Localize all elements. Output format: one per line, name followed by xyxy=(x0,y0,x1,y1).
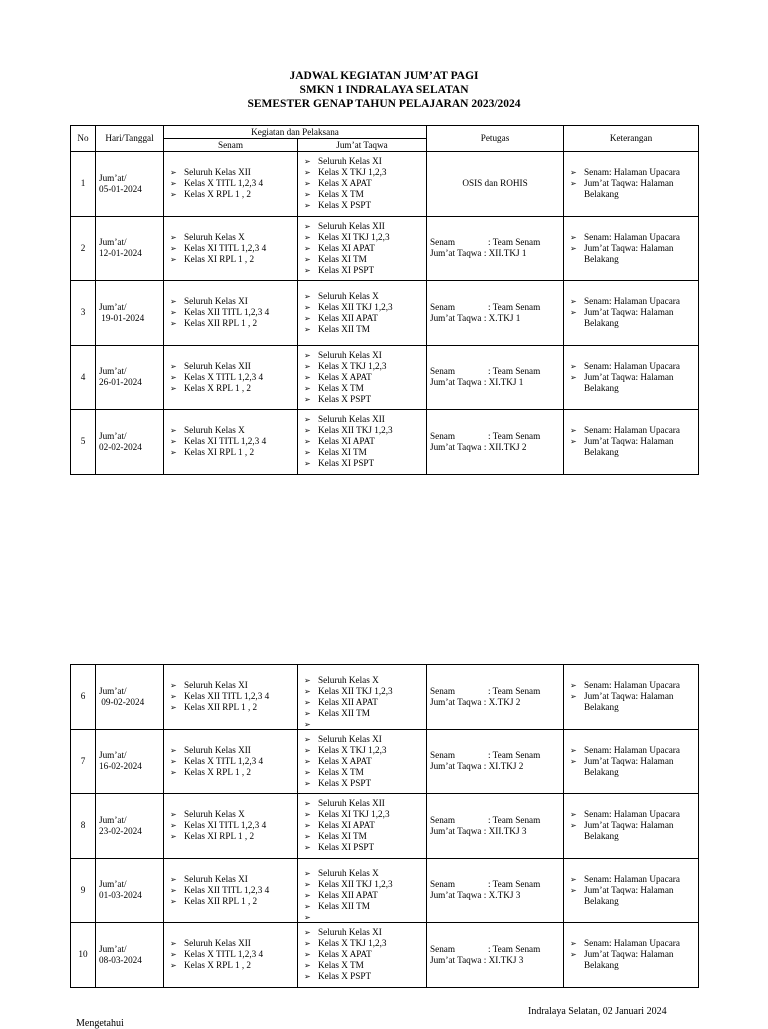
table-row xyxy=(71,923,699,988)
list-item: ➢ Kelas X TKJ 1,2,3 xyxy=(301,745,423,756)
list-item: ➢ Seluruh Kelas XII xyxy=(301,414,423,425)
row-date: 26-01-2024 xyxy=(99,377,142,388)
row-date-cell xyxy=(96,665,164,730)
taqwa-list xyxy=(301,414,423,469)
petugas-taqwa-value: : XII.TKJ 2 xyxy=(483,441,527,452)
petugas-senam-value: : Team Senam xyxy=(488,879,541,890)
row-senam-cell xyxy=(164,729,298,794)
taqwa-list xyxy=(301,291,423,335)
keterangan-list xyxy=(567,680,695,713)
row-taqwa-cell xyxy=(298,281,427,346)
petugas-senam-line xyxy=(430,815,560,826)
row-petugas-cell xyxy=(427,858,564,923)
petugas-taqwa-line xyxy=(430,313,560,324)
row-no: 3 xyxy=(71,281,96,346)
list-item: ➢ Kelas XII TM xyxy=(301,324,423,335)
petugas-senam-line xyxy=(430,944,560,955)
row-senam-cell xyxy=(164,410,298,475)
petugas-senam-value: : Team Senam xyxy=(488,685,541,696)
doc-school: SMKN 1 INDRALAYA SELATAN xyxy=(299,84,469,96)
list-item: ➢ Kelas X TM xyxy=(301,383,423,394)
list-item: ➢ Kelas XII RPL 1 , 2 xyxy=(167,702,294,713)
row-petugas-cell xyxy=(427,923,564,988)
list-item: ➢ Seluruh Kelas XII xyxy=(167,167,294,178)
petugas-text: OSIS dan ROHIS xyxy=(462,178,528,189)
list-item: ➢ Kelas X APAT xyxy=(301,756,423,767)
keterangan-senam: ➢ Senam: Halaman Upacara xyxy=(567,745,695,756)
row-no: 7 xyxy=(71,729,96,794)
row-date-cell xyxy=(96,281,164,346)
row-taqwa-cell xyxy=(298,152,427,217)
row-senam-cell xyxy=(164,665,298,730)
petugas-taqwa-label: Jum’at Taqwa xyxy=(430,761,482,772)
petugas-senam-value: : Team Senam xyxy=(488,430,541,441)
list-item: ➢ Kelas XI PSPT xyxy=(301,458,423,469)
list-item: ➢ Kelas XII APAT xyxy=(301,313,423,324)
row-no: 4 xyxy=(71,345,96,410)
footer-date: Indralaya Selatan, 02 Januari 2024 xyxy=(528,1006,667,1017)
list-item: ➢ Seluruh Kelas XI xyxy=(301,927,423,938)
senam-list xyxy=(167,680,294,713)
row-date: 12-01-2024 xyxy=(99,248,142,259)
list-item: ➢ Kelas XII RPL 1 , 2 xyxy=(167,318,294,329)
list-item: ➢ Kelas X PSPT xyxy=(301,200,423,211)
list-item: ➢ Kelas X TM xyxy=(301,767,423,778)
list-item: ➢ Kelas XII TITL 1,2,3 4 xyxy=(167,691,294,702)
row-taqwa-cell xyxy=(298,794,427,859)
keterangan-list xyxy=(567,809,695,842)
list-item: ➢ Seluruh Kelas X xyxy=(167,232,294,243)
keterangan-taqwa: ➢ Jum’at Taqwa: Halaman Belakang xyxy=(567,178,695,200)
row-day: Jum’at/ xyxy=(99,685,127,696)
petugas-senam-line xyxy=(430,431,560,442)
row-petugas-cell xyxy=(427,729,564,794)
row-day: Jum’at/ xyxy=(99,172,127,183)
keterangan-list xyxy=(567,296,695,329)
taqwa-list xyxy=(301,868,423,912)
row-day: Jum’at/ xyxy=(99,943,127,954)
list-item: ➢ Kelas X RPL 1 , 2 xyxy=(167,960,294,971)
list-item: ➢ Kelas XI TITL 1,2,3 4 xyxy=(167,820,294,831)
senam-list xyxy=(167,745,294,778)
list-item: ➢ Kelas X TM xyxy=(301,189,423,200)
list-item: ➢ Kelas X APAT xyxy=(301,372,423,383)
list-item: ➢ Kelas XI TITL 1,2,3 4 xyxy=(167,243,294,254)
table-row xyxy=(71,729,699,794)
list-item: ➢ Seluruh Kelas XII xyxy=(167,361,294,372)
row-date: 05-01-2024 xyxy=(99,183,142,194)
list-item: ➢ Seluruh Kelas X xyxy=(167,809,294,820)
petugas-taqwa-line xyxy=(430,697,560,708)
row-no: 9 xyxy=(71,858,96,923)
senam-list xyxy=(167,232,294,265)
row-keterangan-cell xyxy=(564,345,699,410)
col-header-taqwa: Jum’at Taqwa xyxy=(298,139,427,152)
petugas-taqwa-label: Jum’at Taqwa xyxy=(430,696,482,707)
list-item: ➢ Kelas XI APAT xyxy=(301,436,423,447)
row-petugas-cell xyxy=(427,152,564,217)
list-item: ➢ Kelas XI TM xyxy=(301,254,423,265)
list-item: ➢ Kelas XI TM xyxy=(301,831,423,842)
keterangan-taqwa: ➢ Jum’at Taqwa: Halaman Belakang xyxy=(567,756,695,778)
row-day: Jum’at/ xyxy=(99,366,127,377)
doc-semester: SEMESTER GENAP TAHUN PELAJARAN 2023/2024 xyxy=(247,98,521,110)
list-item: ➢ Kelas X RPL 1 , 2 xyxy=(167,383,294,394)
petugas-senam-label: Senam xyxy=(430,814,456,825)
list-item: ➢ Seluruh Kelas X xyxy=(301,675,423,686)
list-item: ➢ Kelas XII TKJ 1,2,3 xyxy=(301,879,423,890)
col-header-senam: Senam xyxy=(164,139,298,152)
petugas-taqwa-line xyxy=(430,248,560,259)
keterangan-taqwa: ➢ Jum’at Taqwa: Halaman Belakang xyxy=(567,372,695,394)
petugas-senam-label: Senam xyxy=(430,943,456,954)
petugas-senam-value: : Team Senam xyxy=(488,237,541,248)
petugas-taqwa-value: : XII.TKJ 3 xyxy=(483,825,527,836)
row-senam-cell xyxy=(164,794,298,859)
list-item: ➢ Kelas XI TM xyxy=(301,447,423,458)
list-item: ➢ Kelas XII RPL 1 , 2 xyxy=(167,896,294,907)
row-date: 16-02-2024 xyxy=(99,761,142,772)
col-header-no: No xyxy=(71,126,96,152)
list-item: ➢ Kelas XI PSPT xyxy=(301,265,423,276)
keterangan-senam: ➢ Senam: Halaman Upacara xyxy=(567,425,695,436)
list-item: ➢ Kelas X PSPT xyxy=(301,394,423,405)
row-date-cell xyxy=(96,794,164,859)
row-keterangan-cell xyxy=(564,858,699,923)
row-date-cell xyxy=(96,216,164,281)
list-item: ➢ Seluruh Kelas X xyxy=(167,425,294,436)
list-item: ➢ Kelas X TITL 1,2,3 4 xyxy=(167,949,294,960)
keterangan-taqwa: ➢ Jum’at Taqwa: Halaman Belakang xyxy=(567,820,695,842)
row-petugas-cell xyxy=(427,216,564,281)
row-date: 01-03-2024 xyxy=(99,890,142,901)
keterangan-taqwa: ➢ Jum’at Taqwa: Halaman Belakang xyxy=(567,243,695,265)
list-item: ➢ Kelas XII TM xyxy=(301,901,423,912)
petugas-taqwa-value: : X.TKJ 1 xyxy=(483,312,521,323)
taqwa-list xyxy=(301,350,423,405)
row-keterangan-cell xyxy=(564,794,699,859)
row-taqwa-cell xyxy=(298,923,427,988)
petugas-taqwa-value: : X.TKJ 3 xyxy=(483,890,521,901)
row-no: 6 xyxy=(71,665,96,730)
row-keterangan-cell xyxy=(564,923,699,988)
list-item: ➢ Kelas X TM xyxy=(301,960,423,971)
row-day: Jum’at/ xyxy=(99,237,127,248)
row-senam-cell xyxy=(164,923,298,988)
schedule-table-part2 xyxy=(70,664,699,988)
row-senam-cell xyxy=(164,281,298,346)
table-row xyxy=(71,858,699,923)
petugas-taqwa-line xyxy=(430,761,560,772)
row-petugas-cell xyxy=(427,794,564,859)
row-date: 02-02-2024 xyxy=(99,441,142,452)
list-item: ➢ Seluruh Kelas XI xyxy=(301,350,423,361)
petugas-senam-label: Senam xyxy=(430,685,456,696)
list-item: ➢ Kelas X TKJ 1,2,3 xyxy=(301,938,423,949)
list-item: ➢ Seluruh Kelas XI xyxy=(167,874,294,885)
petugas-taqwa-label: Jum’at Taqwa xyxy=(430,377,482,388)
list-item: ➢ Kelas X TKJ 1,2,3 xyxy=(301,167,423,178)
taqwa-list xyxy=(301,156,423,211)
taqwa-list xyxy=(301,221,423,276)
list-item: ➢ Seluruh Kelas XI xyxy=(301,734,423,745)
row-date-cell xyxy=(96,858,164,923)
row-taqwa-cell xyxy=(298,216,427,281)
petugas-taqwa-label: Jum’at Taqwa xyxy=(430,825,482,836)
petugas-senam-line xyxy=(430,302,560,313)
row-taqwa-cell xyxy=(298,410,427,475)
petugas-senam-label: Senam xyxy=(430,237,456,248)
list-item: ➢ Seluruh Kelas XI xyxy=(301,156,423,167)
doc-title: JADWAL KEGIATAN JUM’AT PAGI xyxy=(289,70,479,82)
petugas-taqwa-value: : XI.TKJ 3 xyxy=(483,954,524,965)
row-taqwa-cell xyxy=(298,345,427,410)
keterangan-taqwa: ➢ Jum’at Taqwa: Halaman Belakang xyxy=(567,307,695,329)
keterangan-list xyxy=(567,745,695,778)
row-day: Jum’at/ xyxy=(99,750,127,761)
row-senam-cell xyxy=(164,858,298,923)
row-date: 08-03-2024 xyxy=(99,954,142,965)
petugas-senam-label: Senam xyxy=(430,879,456,890)
row-date-cell xyxy=(96,410,164,475)
keterangan-senam: ➢ Senam: Halaman Upacara xyxy=(567,680,695,691)
col-header-petugas: Petugas xyxy=(427,126,564,152)
row-date: 23-02-2024 xyxy=(99,825,142,836)
row-date-cell xyxy=(96,923,164,988)
row-no: 5 xyxy=(71,410,96,475)
list-item: ➢ Kelas XI TKJ 1,2,3 xyxy=(301,809,423,820)
keterangan-senam: ➢ Senam: Halaman Upacara xyxy=(567,296,695,307)
petugas-taqwa-line xyxy=(430,890,560,901)
list-item: ➢ Kelas XI PSPT xyxy=(301,842,423,853)
list-item: ➢ Kelas XI RPL 1 , 2 xyxy=(167,447,294,458)
senam-list xyxy=(167,809,294,842)
petugas-senam-line xyxy=(430,366,560,377)
petugas-taqwa-label: Jum’at Taqwa xyxy=(430,312,482,323)
keterangan-taqwa: ➢ Jum’at Taqwa: Halaman Belakang xyxy=(567,436,695,458)
petugas-senam-label: Senam xyxy=(430,301,456,312)
keterangan-list xyxy=(567,361,695,394)
list-item: ➢ Kelas XII TITL 1,2,3 4 xyxy=(167,885,294,896)
senam-list xyxy=(167,167,294,200)
list-item: ➢ Seluruh Kelas XII xyxy=(301,221,423,232)
col-header-keterangan: Keterangan xyxy=(564,126,699,152)
list-item: ➢ Kelas XII TM xyxy=(301,708,423,719)
row-date: 09-02-2024 xyxy=(99,696,145,707)
list-item: ➢ Kelas XI RPL 1 , 2 xyxy=(167,831,294,842)
list-item: ➢ Kelas X RPL 1 , 2 xyxy=(167,767,294,778)
keterangan-list xyxy=(567,232,695,265)
row-date-cell xyxy=(96,345,164,410)
list-item: ➢ Kelas XII TITL 1,2,3 4 xyxy=(167,307,294,318)
petugas-taqwa-label: Jum’at Taqwa xyxy=(430,248,482,259)
taqwa-list xyxy=(301,798,423,853)
senam-list xyxy=(167,874,294,907)
keterangan-list xyxy=(567,874,695,907)
senam-list xyxy=(167,361,294,394)
keterangan-senam: ➢ Senam: Halaman Upacara xyxy=(567,167,695,178)
petugas-taqwa-line xyxy=(430,442,560,453)
keterangan-senam: ➢ Senam: Halaman Upacara xyxy=(567,232,695,243)
petugas-taqwa-value: : X.TKJ 2 xyxy=(483,696,521,707)
row-day: Jum’at/ xyxy=(99,814,127,825)
list-item: ➢ Seluruh Kelas XII xyxy=(301,798,423,809)
keterangan-senam: ➢ Senam: Halaman Upacara xyxy=(567,874,695,885)
list-item: ➢ Kelas X TKJ 1,2,3 xyxy=(301,361,423,372)
list-item: ➢ Kelas XI APAT xyxy=(301,820,423,831)
petugas-senam-line xyxy=(430,879,560,890)
row-keterangan-cell xyxy=(564,665,699,730)
petugas-taqwa-label: Jum’at Taqwa xyxy=(430,890,482,901)
petugas-taqwa-label: Jum’at Taqwa xyxy=(430,441,482,452)
row-petugas-cell xyxy=(427,410,564,475)
row-date: 19-01-2024 xyxy=(99,312,145,323)
petugas-senam-value: : Team Senam xyxy=(488,750,541,761)
list-item: ➢ Kelas XII APAT xyxy=(301,697,423,708)
row-keterangan-cell xyxy=(564,152,699,217)
list-item: ➢ Kelas XII TKJ 1,2,3 xyxy=(301,302,423,313)
list-item: ➢ Seluruh Kelas X xyxy=(301,868,423,879)
list-item: ➢ Kelas X RPL 1 , 2 xyxy=(167,189,294,200)
table-row xyxy=(71,410,699,475)
list-item: ➢ Kelas X TITL 1,2,3 4 xyxy=(167,372,294,383)
keterangan-list xyxy=(567,425,695,458)
petugas-senam-label: Senam xyxy=(430,430,456,441)
list-item: ➢ Kelas XI RPL 1 , 2 xyxy=(167,254,294,265)
taqwa-list xyxy=(301,734,423,789)
keterangan-senam: ➢ Senam: Halaman Upacara xyxy=(567,361,695,372)
row-taqwa-cell xyxy=(298,665,427,730)
row-no: 8 xyxy=(71,794,96,859)
table-row xyxy=(71,281,699,346)
row-date-cell xyxy=(96,152,164,217)
petugas-taqwa-line xyxy=(430,955,560,966)
list-item: ➢ Seluruh Kelas X xyxy=(301,291,423,302)
row-day: Jum’at/ xyxy=(99,301,127,312)
list-item: ➢ Kelas XI TKJ 1,2,3 xyxy=(301,232,423,243)
row-no: 1 xyxy=(71,152,96,217)
petugas-senam-line xyxy=(430,237,560,248)
footer-mengetahui: Mengetahui xyxy=(76,1018,124,1029)
row-keterangan-cell xyxy=(564,216,699,281)
petugas-senam-value: : Team Senam xyxy=(488,943,541,954)
row-day: Jum’at/ xyxy=(99,430,127,441)
senam-list xyxy=(167,296,294,329)
list-item: ➢ Seluruh Kelas XII xyxy=(167,745,294,756)
keterangan-taqwa: ➢ Jum’at Taqwa: Halaman Belakang xyxy=(567,691,695,713)
row-keterangan-cell xyxy=(564,281,699,346)
petugas-senam-value: : Team Senam xyxy=(488,814,541,825)
petugas-senam-label: Senam xyxy=(430,366,456,377)
row-day: Jum’at/ xyxy=(99,879,127,890)
list-item: ➢ Seluruh Kelas XII xyxy=(167,938,294,949)
row-no: 10 xyxy=(71,923,96,988)
row-senam-cell xyxy=(164,216,298,281)
senam-list xyxy=(167,425,294,458)
row-petugas-cell xyxy=(427,665,564,730)
table-row xyxy=(71,665,699,730)
schedule-table-part1 xyxy=(70,125,699,475)
list-item: ➢ Kelas X PSPT xyxy=(301,778,423,789)
list-item: ➢ Kelas XII APAT xyxy=(301,890,423,901)
row-date-cell xyxy=(96,729,164,794)
list-item: ➢ Seluruh Kelas XI xyxy=(167,680,294,691)
row-taqwa-cell xyxy=(298,729,427,794)
petugas-senam-line xyxy=(430,686,560,697)
keterangan-list xyxy=(567,167,695,200)
keterangan-taqwa: ➢ Jum’at Taqwa: Halaman Belakang xyxy=(567,949,695,971)
petugas-senam-line xyxy=(430,750,560,761)
petugas-senam-label: Senam xyxy=(430,750,456,761)
table-row xyxy=(71,794,699,859)
petugas-senam-value: : Team Senam xyxy=(488,366,541,377)
row-senam-cell xyxy=(164,152,298,217)
row-no: 2 xyxy=(71,216,96,281)
list-item: ➢ Kelas X TITL 1,2,3 4 xyxy=(167,178,294,189)
list-item: ➢ Kelas XI APAT xyxy=(301,243,423,254)
keterangan-senam: ➢ Senam: Halaman Upacara xyxy=(567,938,695,949)
keterangan-list xyxy=(567,938,695,971)
list-item: ➢ Kelas X PSPT xyxy=(301,971,423,982)
petugas-taqwa-value: : XII.TKJ 1 xyxy=(483,248,527,259)
senam-list xyxy=(167,938,294,971)
petugas-taqwa-label: Jum’at Taqwa xyxy=(430,954,482,965)
list-item: ➢ Kelas X APAT xyxy=(301,949,423,960)
list-item: ➢ Kelas X APAT xyxy=(301,178,423,189)
list-item: ➢ Kelas XII TKJ 1,2,3 xyxy=(301,425,423,436)
row-keterangan-cell xyxy=(564,729,699,794)
taqwa-list xyxy=(301,927,423,982)
row-keterangan-cell xyxy=(564,410,699,475)
list-item: ➢ Kelas X TITL 1,2,3 4 xyxy=(167,756,294,767)
list-item: ➢ Kelas XI TITL 1,2,3 4 xyxy=(167,436,294,447)
row-taqwa-cell xyxy=(298,858,427,923)
petugas-senam-value: : Team Senam xyxy=(488,301,541,312)
taqwa-list xyxy=(301,675,423,719)
col-header-kegiatan: Kegiatan dan Pelaksana xyxy=(164,126,427,139)
table-row xyxy=(71,152,699,217)
list-item: ➢ Kelas XII TKJ 1,2,3 xyxy=(301,686,423,697)
keterangan-taqwa: ➢ Jum’at Taqwa: Halaman Belakang xyxy=(567,885,695,907)
row-senam-cell xyxy=(164,345,298,410)
row-petugas-cell xyxy=(427,345,564,410)
table-row xyxy=(71,345,699,410)
petugas-taqwa-value: : XI.TKJ 2 xyxy=(483,761,524,772)
petugas-taqwa-line xyxy=(430,377,560,388)
petugas-taqwa-line xyxy=(430,826,560,837)
petugas-taqwa-value: : XI.TKJ 1 xyxy=(483,377,524,388)
table-row xyxy=(71,216,699,281)
row-petugas-cell xyxy=(427,281,564,346)
list-item: ➢ Seluruh Kelas XI xyxy=(167,296,294,307)
keterangan-senam: ➢ Senam: Halaman Upacara xyxy=(567,809,695,820)
col-header-hari: Hari/Tanggal xyxy=(96,126,164,152)
